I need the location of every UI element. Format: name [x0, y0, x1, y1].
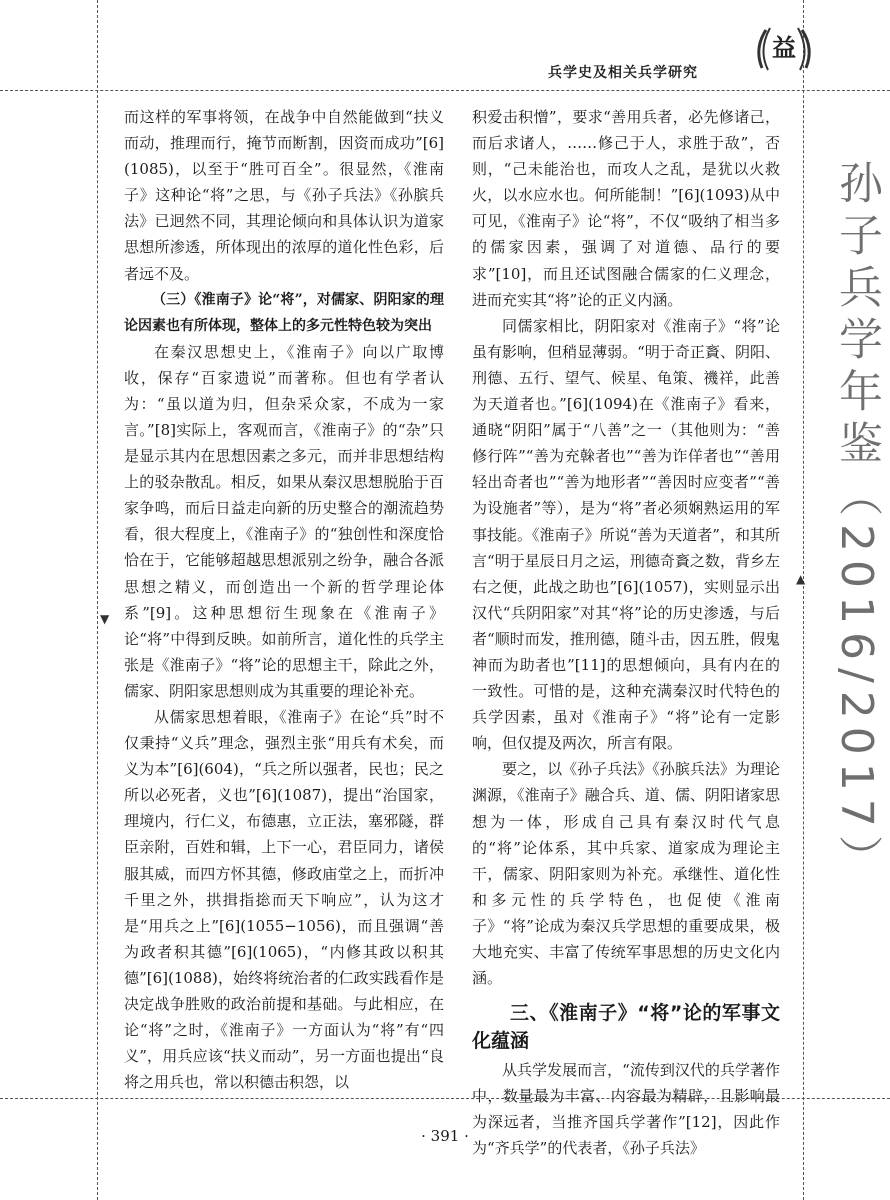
- crop-guide-right: [803, 0, 804, 1200]
- crop-guide-top: [0, 90, 890, 91]
- arrow-up-icon: ▲: [796, 572, 806, 586]
- paragraph: 积爱击积憎”，要求“善用兵者，必先修诸己，而后求诸人，……修己于人，求胜于敌”，否则，“己未能治也，而攻人之乱，是犹以火救火，以水应水也。何所能制！”[6](1093)从中可见，《淮南子》论“将”，不仅“吸纳了相当多的儒家因素，强调了对道德、品行的要求”[10]，而且还试图融合儒家的仁义理念，进而充实其“将”论的正义内涵。: [472, 108, 780, 309]
- emblem-glyph: 益: [772, 34, 796, 62]
- paragraph: 在秦汉思想史上，《淮南子》向以广取博收，保存“百家遗说”而著称。但也有学者认为：“虽以道为归，但杂采众家，不成为一家言。”[8]实际上，客观而言，《淮南子》的“杂”只是显示其内在思想因素之多元，而并非思想结构上的驳杂散乱。相反，如果从秦汉思想脱胎于百家争鸣，而后日益走向新的历史整合的潮流趋势看，很大程度上，《淮南子》的“独创性和深度恰恰在于，它能够超越思想派别之纷争，融合各派思想之精义，而创造出一个新的哲学理论体系”[9]。这种思想衍生现象在《淮南子》论“将”中得到反映。如前所言，道化性的兵学主张是《淮南子》“将”论的思想主干，除此之外，儒家、阴阳家思想则成为其重要的理论补充。: [124, 342, 444, 700]
- yearbook-emblem-icon: [752, 20, 816, 76]
- arrow-down-icon: ▼: [100, 612, 110, 626]
- section-heading: 三、《淮南子》“将”论的军事文化蕴涵: [472, 1002, 780, 1053]
- paragraph: 而这样的军事将领，在战争中自然能做到“扶义而动，推理而行，掩节而断割，因资而成功”[6](1085)，以至于“胜可百全”。很显然，《淮南子》这种论“将”之思，与《孙子兵法》《孙膑兵法》已迥然不同，其理论倾向和具体认识为道家思想所渗透，所体现出的浓厚的道化性色彩，后者远不及。: [124, 108, 444, 283]
- side-title: 孙子兵学年鉴（2016/2017）: [831, 160, 882, 887]
- page-number: · 391 ·: [421, 1127, 469, 1145]
- crop-guide-left: [97, 0, 98, 1200]
- right-column: [472, 104, 780, 1162]
- paragraph: 从儒家思想着眼，《淮南子》在论“兵”时不仅秉持“义兵”理念，强烈主张“用兵有术矣，而义为本”[6](604)，“兵之所以强者，民也；民之所以必死者，义也”[6](1087)，提出“治国家，理境内，行仁义，布德惠，立正法，塞邪隧，群臣亲附，百姓和辑，上下一心，君臣同力，诸侯服其威，而四方怀其德，修政庙堂之上，而折冲千里之外，拱揖指捴而天下响应”，认为这才是“用兵之上”[6](1055−1056)，而且强调“善为政者积其德”[6](1065)，“内修其政以积其德”[6](1088)，始终将统治者的仁政实践看作是决定战争胜败的政治前提和基础。与此相应，在论“将”之时，《淮南子》一方面认为“将”有“四义”，用兵应该“扶义而动”，另一方面也提出“良将之用兵也，常以积德击积怨，以: [124, 707, 444, 1092]
- paragraph: 从兵学发展而言，“流传到汉代的兵学著作中，数量最为丰富、内容最为精辟，且影响最为深远者，当推齐国兵学著作”[12]，因此作为“齐兵学”的代表者，《孙子兵法》: [472, 1061, 780, 1158]
- left-column: [124, 104, 444, 1095]
- paragraph: 要之，以《孙子兵法》《孙膑兵法》为理论渊源，《淮南子》融合兵、道、儒、阴阳诸家思想为一体，形成自己具有秦汉时代气息的“将”论体系，其中兵家、道家成为理论主干，儒家、阴阳家则为补充。承继性、道化性和多元性的兵学特色，也促使《淮南子》“将”论成为秦汉兵学思想的重要成果，极大地充实、丰富了传统军事思想的历史文化内涵。: [472, 760, 780, 988]
- subsection-heading: （三）《淮南子》论“将”，对儒家、阴阳家的理论因素也有所体现，整体上的多元性特色较为突出: [124, 291, 444, 334]
- running-header: 兵学史及相关兵学研究: [548, 65, 698, 81]
- paragraph: 同儒家相比，阴阳家对《淮南子》“将”论虽有影响，但稍显薄弱。“明于奇正賌、阴阳、刑德、五行、望气、候星、龟策、禨祥，此善为天道者也。”[6](1094)在《淮南子》看来，通晓“阴阳”属于“八善”之一（其他则为：“善修行阵”“善为充榦者也”“善为诈佯者也”“善用轻出奇者也”“善为地形者”“善因时应变者”“善为设施者”等），是为“将”者必须娴熟运用的军事技能。《淮南子》所说“善为天道者”，和其所言“明于星辰日月之运，刑德奇賌之数，背乡左右之便，此战之助也”[6](1057)，实则显示出汉代“兵阴阳家”对其“将”论的历史渗透，与后者“顺时而发，推刑德，随斗击，因五胜，假鬼神而为助者也”[11]的思想倾向，具有内在的一致性。可惜的是，这种充满秦汉时代特色的兵学因素，虽对《淮南子》“将”论有一定影响，但仅提及两次，所言有限。: [472, 316, 780, 753]
